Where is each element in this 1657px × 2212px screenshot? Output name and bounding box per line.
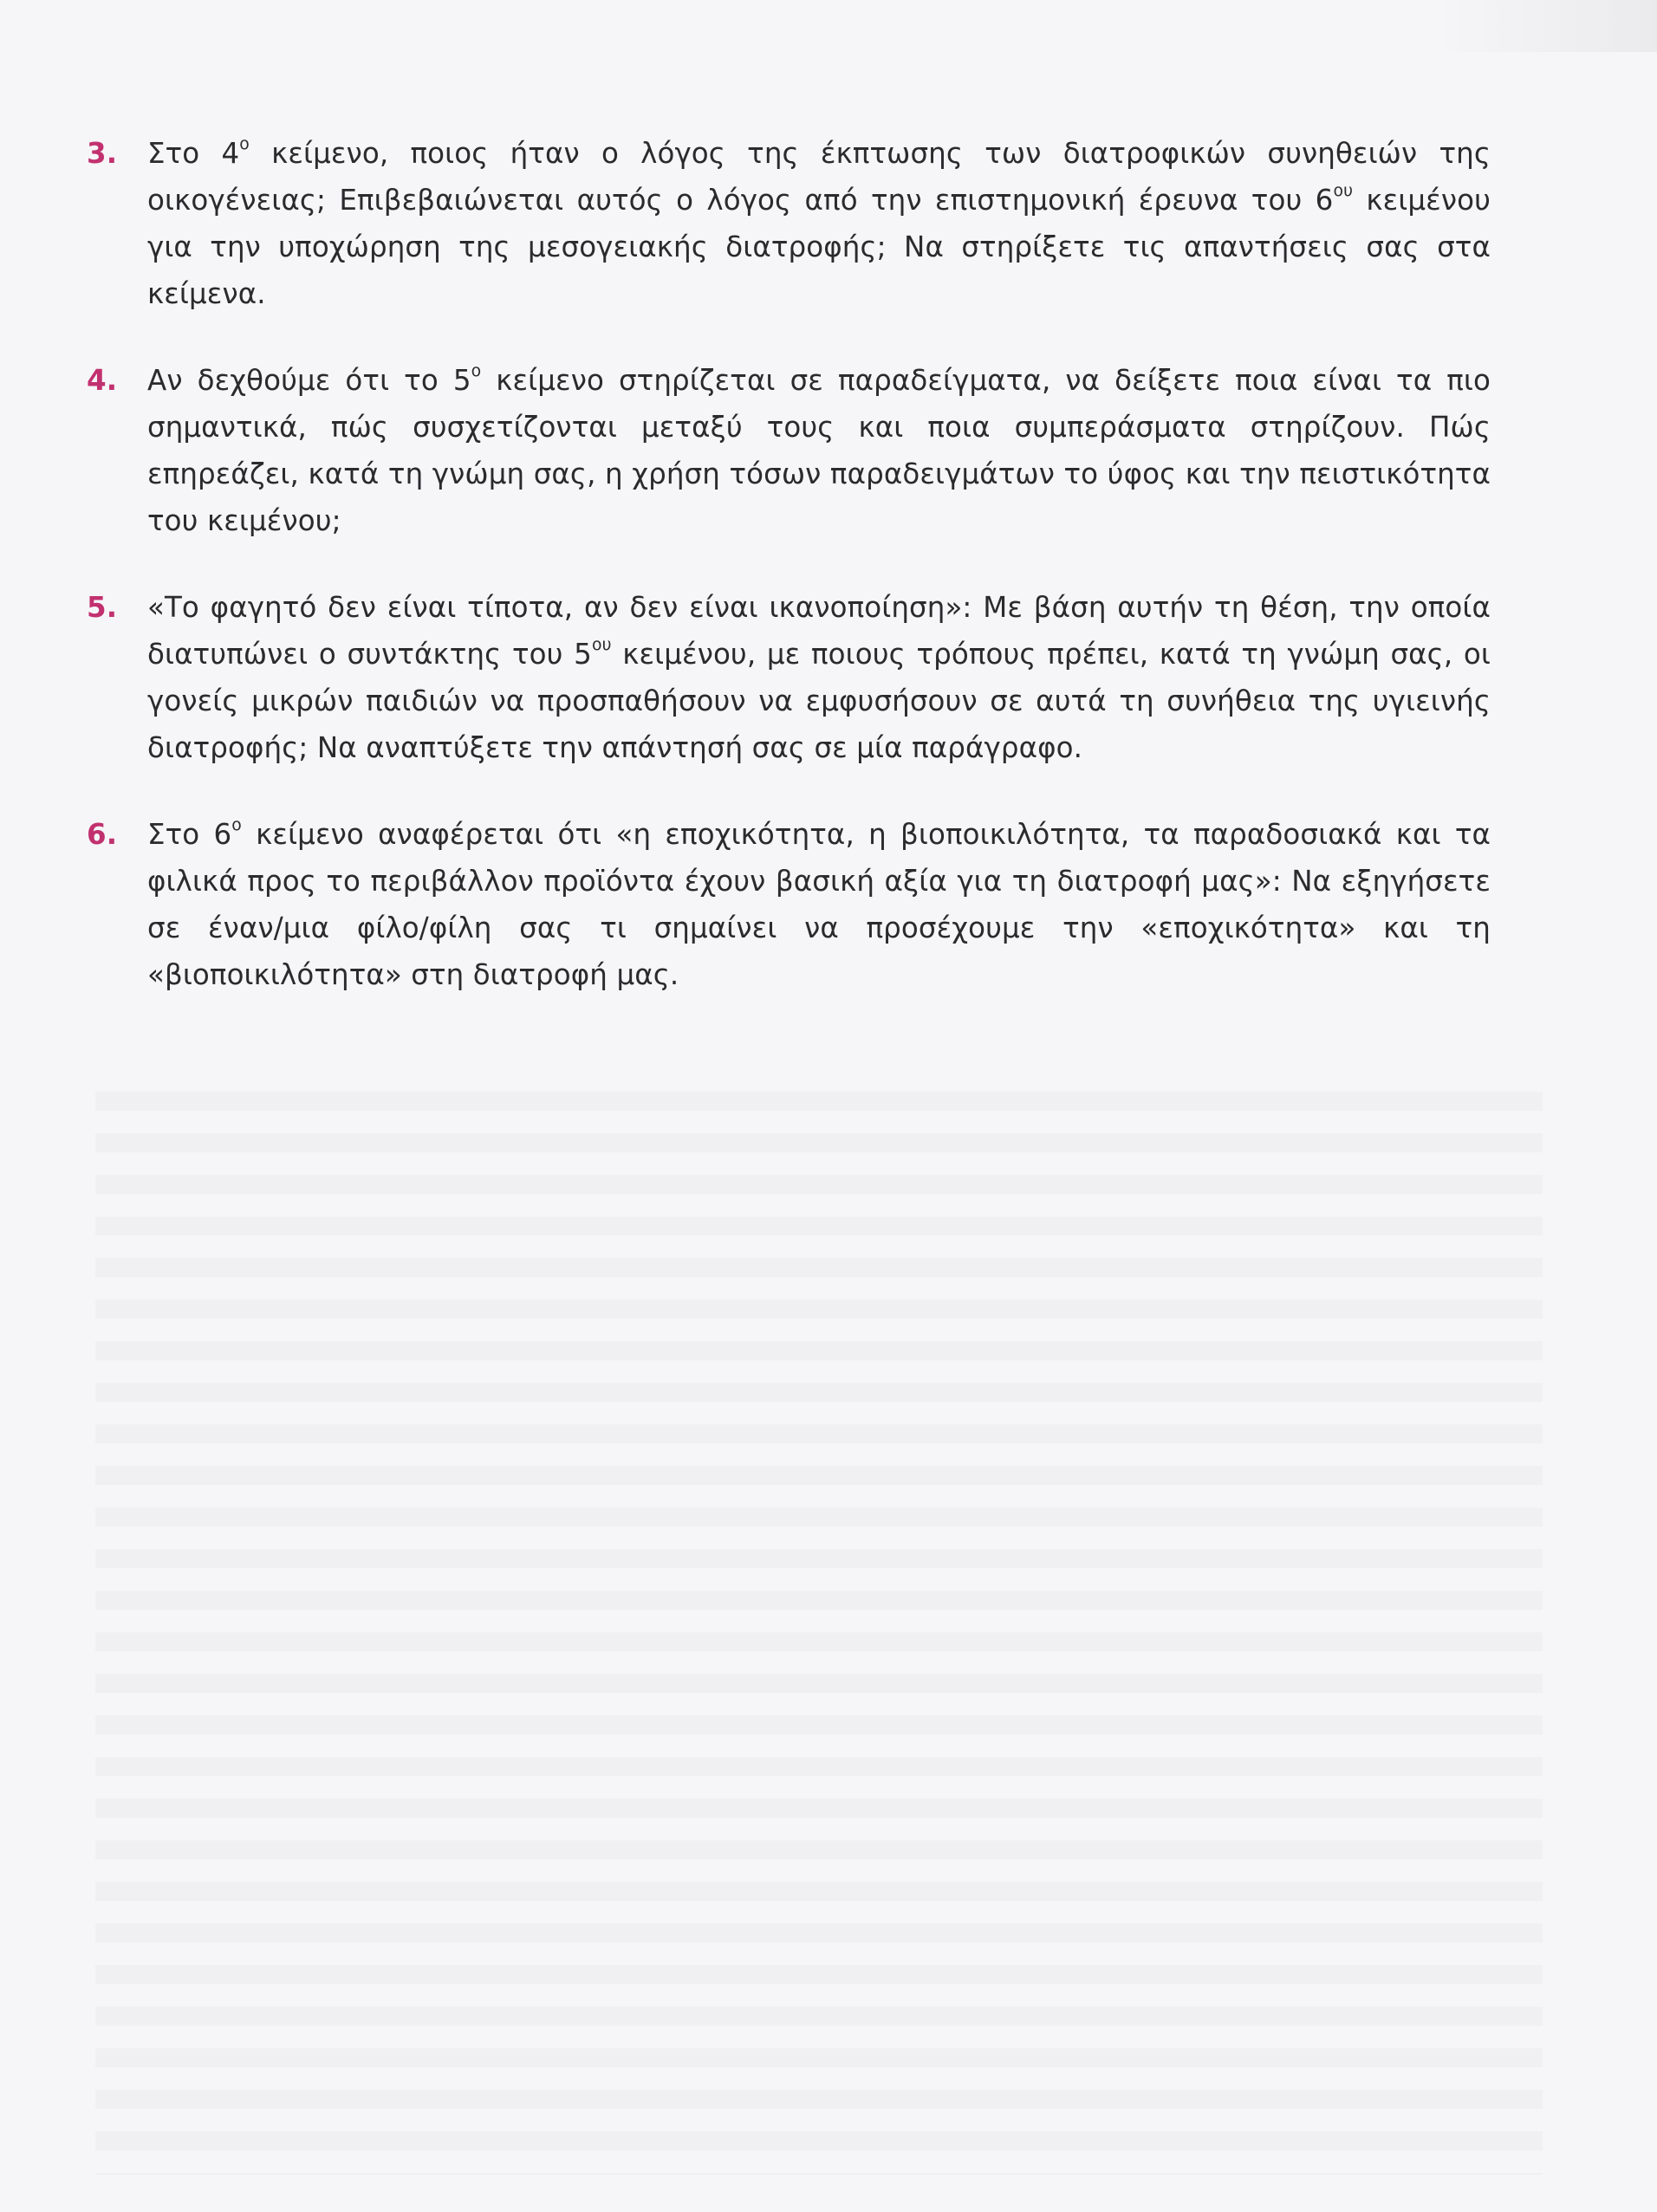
question-number: 5. (87, 591, 118, 624)
text-run: Αν δεχθούμε ότι το 5 (147, 364, 471, 397)
question-item (87, 584, 1491, 771)
text-run: κείμενο, ποιος ήταν ο λόγος της έκπτωσης των διατροφικών συνηθειών της οικογένειας; Επιβεβαιώνεται αυτός ο λόγος από την επιστημονική έρευνα του 6 (147, 137, 1491, 217)
reverse-side-show-through (95, 1092, 1543, 2175)
text-run: κειμένου για την υποχώρηση της μεσογειακής διατροφής; Να στηρίξετε τις απαντήσεις σας στα κείμενα. (147, 184, 1491, 310)
text-run: Στο 4 (147, 137, 240, 170)
ordinal-superscript: ου (591, 635, 612, 654)
text-run: κείμενο στηρίζεται σε παραδείγματα, να δείξετε ποια είναι τα πιο σημαντικά, πώς συσχετίζονται μεταξύ τους και ποια συμπεράσματα στηρίζουν. Πώς επηρεάζει, κατά τη γνώμη σας, η χρήση τόσων παραδειγμάτων το ύφος και την πειστικότητα του κειμένου; (147, 364, 1491, 537)
ordinal-superscript: ο (471, 361, 482, 380)
ordinal-superscript: ο (239, 134, 250, 153)
page-edge-shadow (1432, 0, 1657, 52)
ordinal-superscript: ου (1333, 181, 1354, 200)
text-run: κειμένου, με ποιους τρόπους πρέπει, κατά τη γνώμη σας, οι γονείς μικρών παιδιών να προσπαθήσουν να εμφυσήσουν σε αυτά τη συνήθεια της υγιεινής διατροφής; Να αναπτύξετε την απάντησή σας σε μία παράγραφο. (147, 638, 1491, 764)
text-run: Στο 6 (147, 818, 232, 851)
question-number: 4. (87, 364, 118, 397)
question-list (87, 130, 1491, 1038)
question-item (87, 811, 1491, 998)
text-run: «Το φαγητό δεν είναι τίποτα, αν δεν είναι ικανοποίηση»: Με βάση αυτήν τη θέση, την οποία διατυπώνει ο συντάκτης του 5 (147, 591, 1491, 671)
question-text (147, 357, 1491, 544)
text-run: κείμενο αναφέρεται ότι «η εποχικότητα, η βιοποικιλότητα, τα παραδοσιακά και τα φιλικά προς το περιβάλλον προϊόντα έχουν βασική αξία για τη διατροφή μας»: Να εξηγήσετε σε έναν/μια φίλο/φίλη σας τι σημαίνει να προσέχουμε την «εποχικότητα» και τη «βιοποικιλότητα» στη διατροφή μας. (147, 818, 1491, 991)
ordinal-superscript: ο (231, 815, 242, 834)
question-text (147, 811, 1491, 998)
question-text (147, 130, 1491, 317)
question-text (147, 584, 1491, 771)
question-number: 3. (87, 137, 118, 170)
question-number: 6. (87, 818, 118, 851)
question-item (87, 357, 1491, 544)
question-item (87, 130, 1491, 317)
